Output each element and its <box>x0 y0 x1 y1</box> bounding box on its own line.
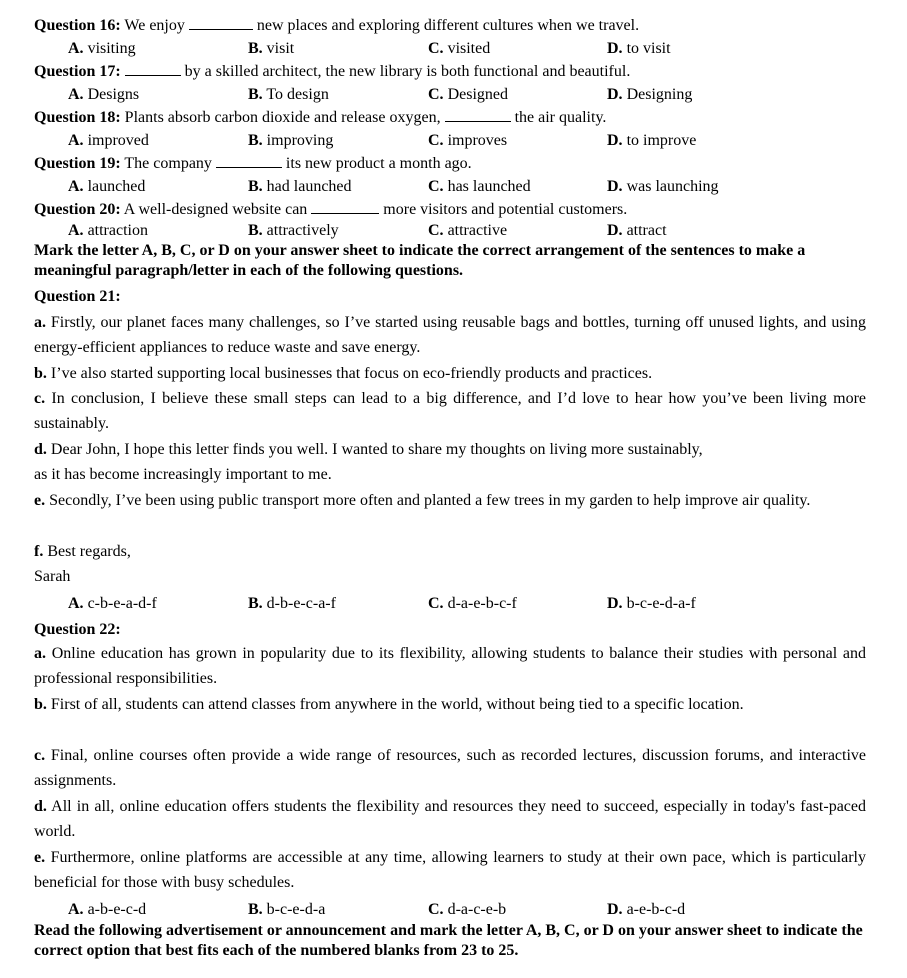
sentence-a: a. Online education has grown in popularity due to its flexibility, allowing students to balance their studies with personal and professional responsibilities. <box>34 645 867 687</box>
option-b: B. d-b-e-c-a-f <box>248 595 336 612</box>
option-b: B. attractively <box>248 222 339 239</box>
option-b: B. To design <box>248 86 329 103</box>
option-d: D. to visit <box>607 40 671 57</box>
answer-blank <box>311 200 379 214</box>
question-19 <box>34 154 472 174</box>
option-b: B. visit <box>248 40 295 57</box>
options-17 <box>0 85 907 105</box>
option-c: C. d-a-e-b-c-f <box>428 595 517 612</box>
question-17 <box>34 62 630 82</box>
option-a: A. a-b-e-c-d <box>68 901 147 918</box>
sentence-c: c. In conclusion, I believe these small steps can lead to a big difference, and I’d love to hear how you’ve been living more sustainably. <box>34 390 866 432</box>
question-text: the air quality. <box>514 109 607 126</box>
options-16 <box>0 39 907 59</box>
option-a: A. attraction <box>68 222 148 239</box>
question-text: its new product a month ago. <box>285 155 472 172</box>
option-a: A. c-b-e-a-d-f <box>68 595 157 612</box>
option-c: C. improves <box>428 132 508 149</box>
option-d: D. a-e-b-c-d <box>607 901 686 918</box>
option-a: A. improved <box>68 132 149 149</box>
question-text: We enjoy <box>124 17 185 34</box>
sentence-e: e. Furthermore, online platforms are accessible at any time, allowing learners to study at their own pace, which is particularly beneficial for those with busy schedules. <box>34 849 867 891</box>
question-text: Plants absorb carbon dioxide and release oxygen, <box>124 109 441 126</box>
option-c: C. d-a-c-e-b <box>428 901 507 918</box>
option-d: D. Designing <box>607 86 693 103</box>
sentence-f: f. Best regards, Sarah <box>34 543 131 585</box>
sentence-b: b. First of all, students can attend classes from anywhere in the world, without being tied to a specific location. <box>34 696 744 713</box>
question-16 <box>34 16 639 36</box>
option-b: B. b-c-e-d-a <box>248 901 326 918</box>
option-a: A. visiting <box>68 40 136 57</box>
question-text: more visitors and potential customers. <box>383 201 628 218</box>
option-c: C. attractive <box>428 222 508 239</box>
answer-blank <box>189 16 253 30</box>
question-text: A well-designed website can <box>123 201 308 218</box>
question-label: Question 20: <box>34 201 121 218</box>
option-c: C. Designed <box>428 86 508 103</box>
option-c: C. has launched <box>428 178 531 195</box>
question-text: The company <box>124 155 212 172</box>
question-text: by a skilled architect, the new library is both functional and beautiful. <box>184 63 631 80</box>
option-d: D. was launching <box>607 178 719 195</box>
option-c: C. visited <box>428 40 491 57</box>
option-a: A. Designs <box>68 86 140 103</box>
sentence-d: d. All in all, online education offers students the flexibility and resources they need to succeed, especially in today's fast-paced world. <box>34 798 866 840</box>
options-18 <box>0 131 907 151</box>
option-b: B. had launched <box>248 178 352 195</box>
answer-blank <box>216 154 282 168</box>
section-instruction: Mark the letter A, B, C, or D on your answer sheet to indicate the correct arrangement of the sentences to make a meaningful paragraph/letter in each of the following questions. <box>34 242 806 279</box>
option-d: D. b-c-e-d-a-f <box>607 595 696 612</box>
options-22 <box>0 900 907 920</box>
question-label: Question 17: <box>34 63 121 80</box>
answer-blank <box>125 62 181 76</box>
option-d: D. attract <box>607 222 667 239</box>
question-label: Question 16: <box>34 17 121 34</box>
sentence-e: e. Secondly, I’ve been using public transport more often and planted a few trees in my garden to help improve air quality. <box>34 492 811 509</box>
question-22-label: Question 22: <box>34 621 121 638</box>
answer-blank <box>445 108 511 122</box>
options-21 <box>0 594 907 614</box>
question-18 <box>34 108 606 128</box>
section-instruction: Read the following advertisement or announcement and mark the letter A, B, C, or D on your answer sheet to indicate the correct option that best fits each of the numbered blanks from 23 to 25. <box>34 922 863 959</box>
options-20 <box>0 221 907 241</box>
sentence-a: a. Firstly, our planet faces many challenges, so I’ve started using reusable bags and bottles, turning off unused lights, and using energy-efficient appliances to reduce waste and save energy. <box>34 314 867 356</box>
option-a: A. launched <box>68 178 146 195</box>
question-20 <box>34 200 627 220</box>
question-label: Question 18: <box>34 109 121 126</box>
question-label: Question 19: <box>34 155 121 172</box>
sentence-b: b. I’ve also started supporting local businesses that focus on eco-friendly products and practices. <box>34 365 653 382</box>
question-text: new places and exploring different cultures when we travel. <box>256 17 640 34</box>
sentence-c: c. Final, online courses often provide a wide range of resources, such as recorded lectures, discussion forums, and interactive assignments. <box>34 747 867 789</box>
sentence-d: d. Dear John, I hope this letter finds you well. I wanted to share my thoughts on living more sustainably, as it has become increasingly important to me. <box>34 441 703 483</box>
option-d: D. to improve <box>607 132 697 149</box>
question-21-label: Question 21: <box>34 288 121 305</box>
option-b: B. improving <box>248 132 334 149</box>
options-19 <box>0 177 907 197</box>
